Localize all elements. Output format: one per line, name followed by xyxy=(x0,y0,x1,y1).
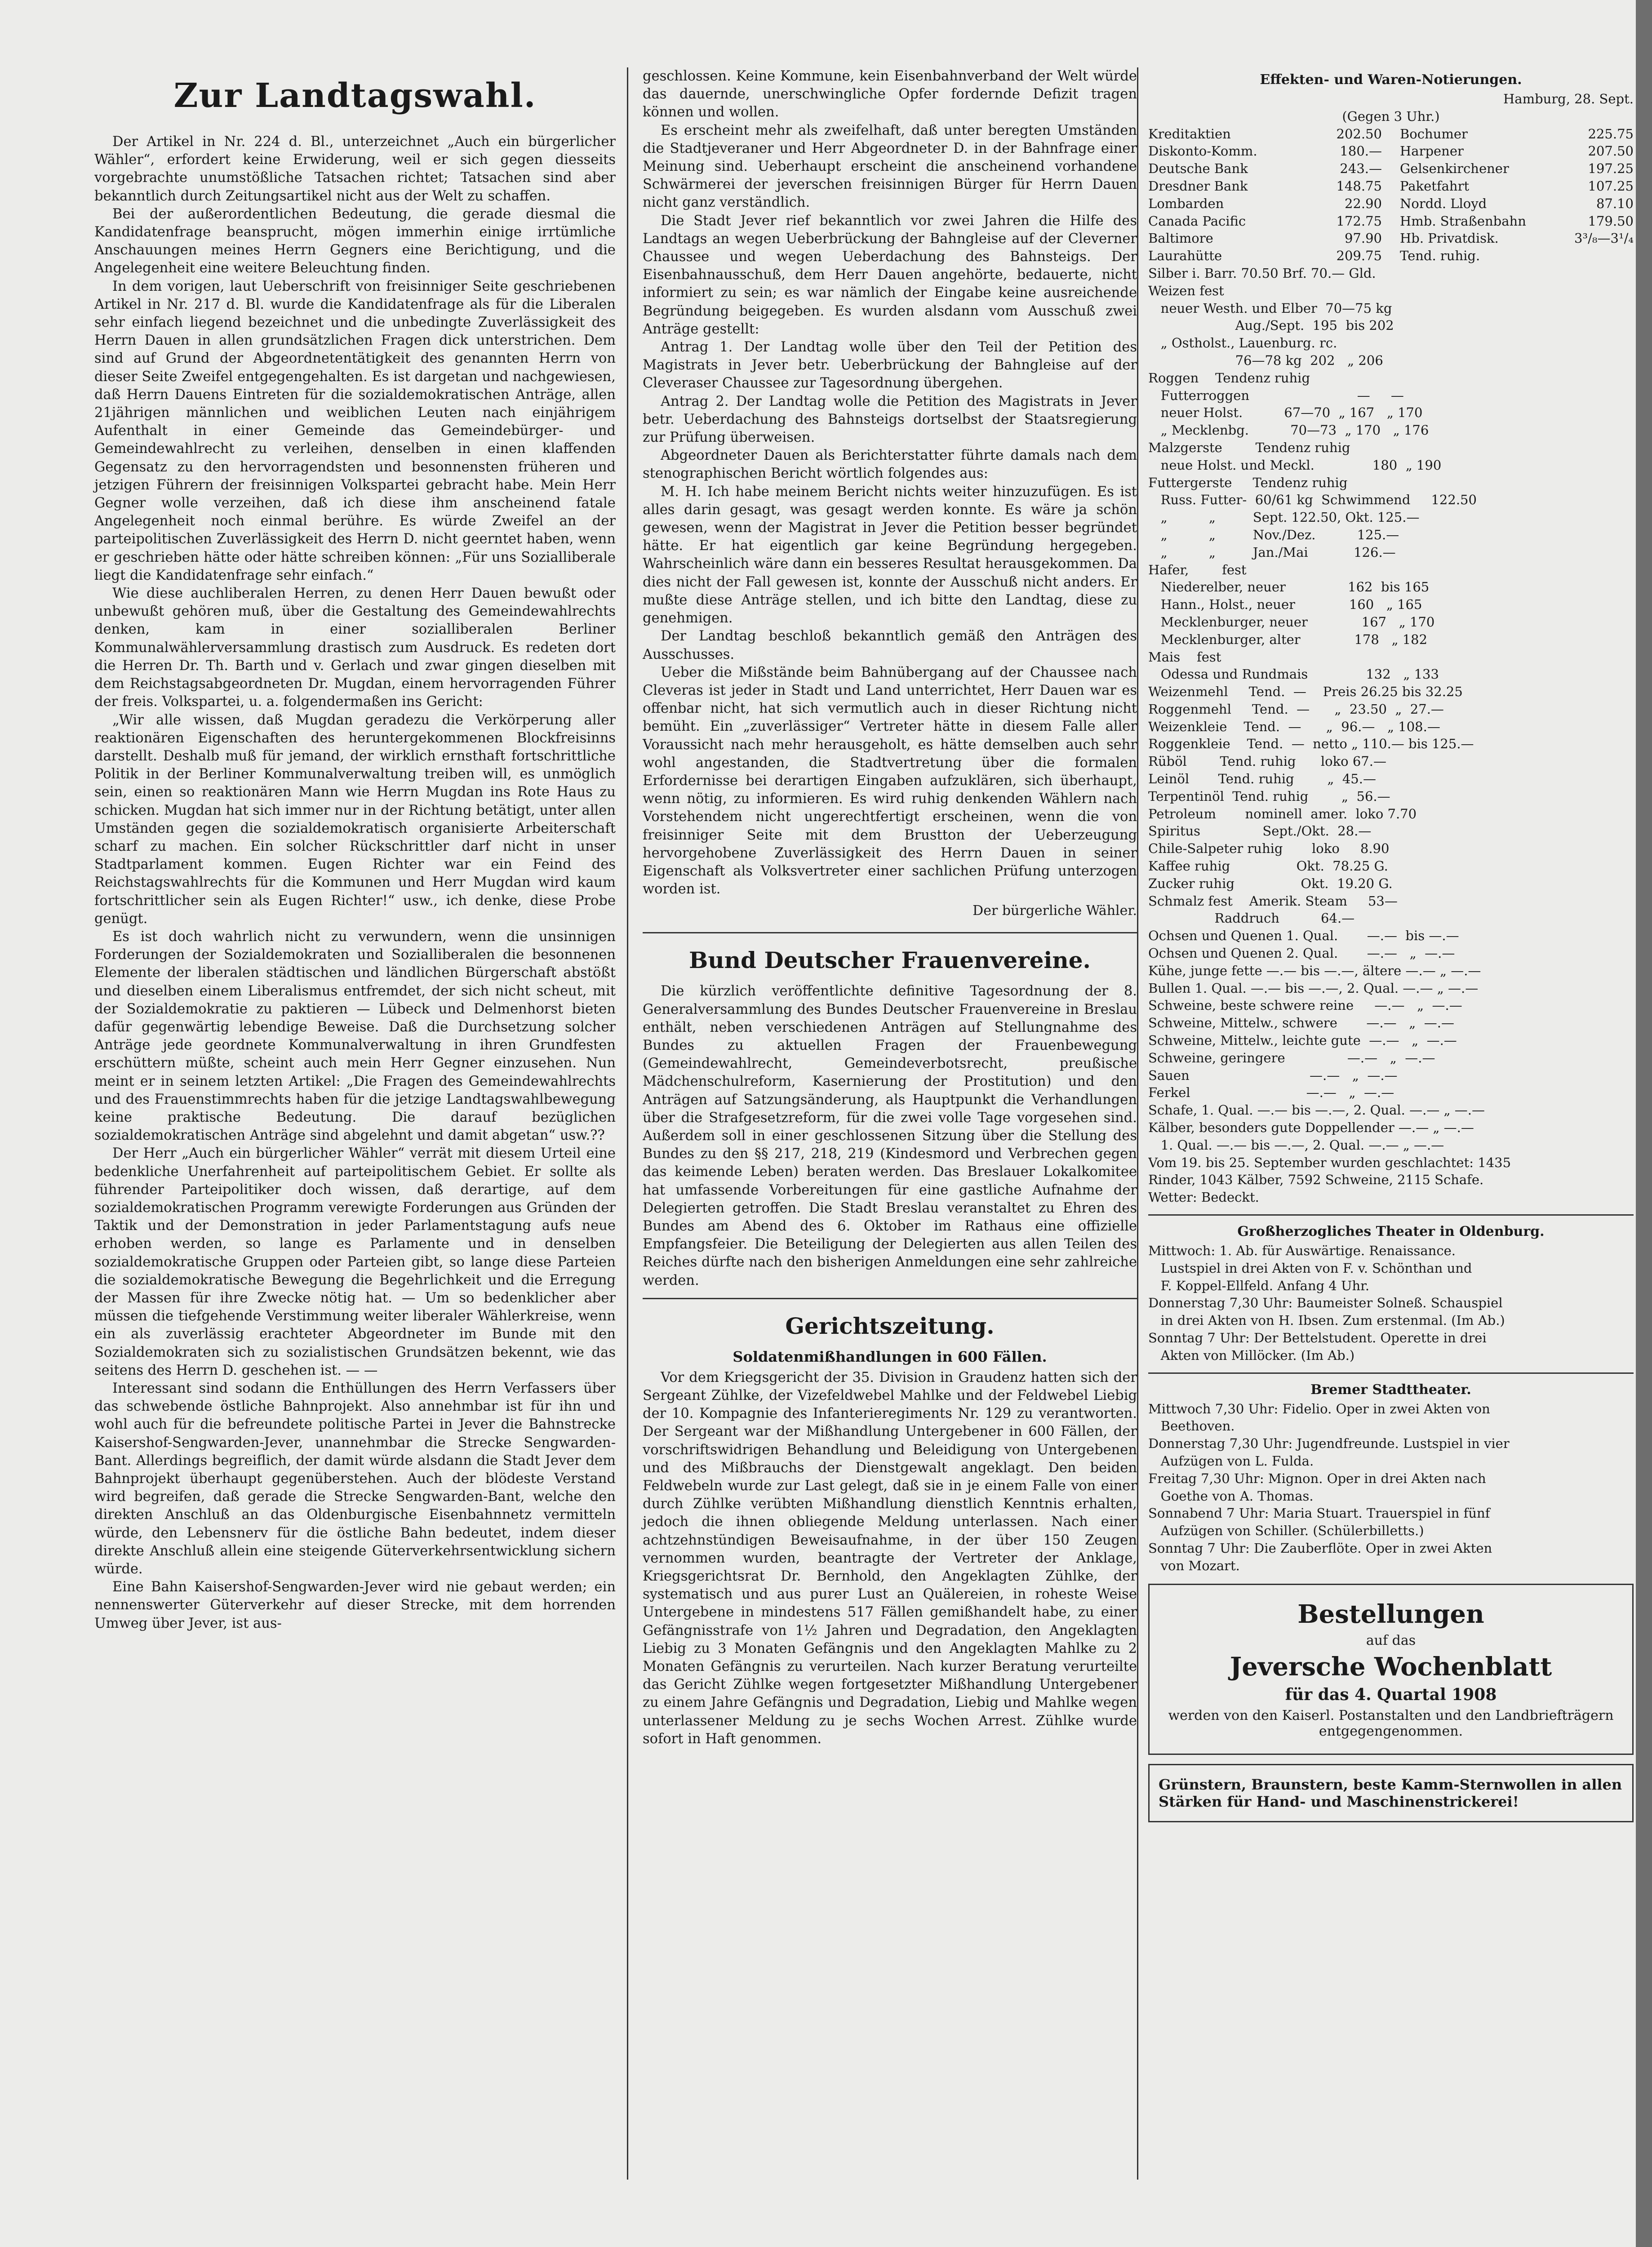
goods-line: Weizenkleie Tend. — „ 96.— „ 108.— xyxy=(1148,719,1440,734)
stock-cell: 207.50 xyxy=(1588,143,1634,159)
stock-table xyxy=(1148,125,1634,265)
goods-line: Hann., Holst., neuer 160 „ 165 xyxy=(1148,597,1422,613)
theater-line: von Mozart. xyxy=(1148,1558,1240,1573)
goods-line: 76—78 kg 202 „ 206 xyxy=(1148,352,1383,368)
stock-cell: 87.10 xyxy=(1596,195,1634,211)
stock-cell: 148.75 xyxy=(1336,178,1382,194)
paragraph: „Wir alle wissen, daß Mugdan geradezu die Verkörperung aller reaktionären Eigenschaften des heruntergekommenen Blockfreisinns darstellt. Deshalb muß für jemand, der wirklich ernsthaft fortschrittliche Politik in der Berliner Kommunalverwaltung treiben will, es unmöglich sein, einen so reaktionären Mann wie Herrn Mugdan ins Rote Haus zu schicken. Mugdan hat sich immer nur in der Richtung betätigt, unter allen Umständen gegen die sozialdemokratisch organisierte Arbeiterschaft scharf zu machen. Ein solcher Rückschrittler darf nicht in unser Stadtparlament kommen. Eugen Richter war ein Feind des Reichstagswahlrechts für die Kommunen und Herr Mugdan wird kaum fortschrittlicher sein als Eugen Richter!“ usw., ich denke, diese Probe genügt. xyxy=(94,712,616,927)
theater-line: Donnerstag 7,30 Uhr: Jugendfreunde. Lustspiel in vier xyxy=(1148,1436,1510,1452)
goods-line: Russ. Futter- 60/61 kg Schwimmend 122.50 xyxy=(1148,492,1477,508)
theater-line: in drei Akten von H. Ibsen. Zum erstenmal. (Im Ab.) xyxy=(1148,1313,1505,1328)
stock-row xyxy=(1148,213,1634,230)
goods-line: Chile-Salpeter ruhig loko 8.90 xyxy=(1148,841,1390,857)
theater-line: Freitag 7,30 Uhr: Mignon. Oper in drei Akten nach xyxy=(1148,1470,1486,1486)
stock-cell: Hb. Privatdisk. xyxy=(1400,231,1499,246)
paragraph: Interessant sind sodann die Enthüllungen des Herrn Verfassers über das schwebende östliche Bahnprojekt. Also annehmbar ist für ihn und wohl auch für die befreundete politische Partei in Jever die Bahnstrecke Kaisershof-Sengwarden-Jever, unannehmbar die Strecke Sengwarden-Bant. Allerdings begreiflich, der damit würde alsdann die Stadt Jever dem Bahnprojekt überhaupt gegenüberstehen. Auch der blödeste Verstand wird begreifen, daß gerade die Strecke Sengwarden-Bant, welche den direkten Anschluß an das Oldenburgische Eisenbahnnetz vermitteln würde, den Lebensnerv für die östliche Bahn bedeutet, indem dieser direkte Anschluß allein eine steigende Güterverkehrsentwicklung sichern würde. xyxy=(94,1381,616,1577)
goods-line: „ Ostholst., Lauenburg. rc. xyxy=(1148,335,1337,351)
goods-line: Mecklenburger, neuer 167 „ 170 xyxy=(1148,614,1435,630)
theater-line: Mittwoch 7,30 Uhr: Fidelio. Oper in zwei Akten von xyxy=(1148,1401,1490,1417)
column-landtagswahl xyxy=(94,67,616,1633)
goods-line: Schmalz fest Amerik. Steam 53— xyxy=(1148,893,1398,909)
article-title: Zur Landtagswahl. xyxy=(173,76,537,115)
column-rule xyxy=(627,67,628,2180)
paragraph: geschlossen. Keine Kommune, kein Eisenbahnverband der Welt würde das dauernde, unerschwingliche Opfer fordernde Defizit tragen können und wollen. xyxy=(643,68,1137,120)
goods-line: „ „ Sept. 122.50, Okt. 125.— xyxy=(1148,510,1420,525)
stock-cell: Canada Pacific xyxy=(1148,213,1246,229)
paragraph: Ueber die Mißstände beim Bahnübergang auf der Chaussee nach Cleveras ist jeder in Stadt und Land unterrichtet, Herr Dauen war es offenbar nicht, hat sich vermutlich auch in dieser Richtung nicht bemüht. Ein „zuverlässiger“ Vertreter hätte in diesem Falle aller Voraussicht nach mehr herausgeholt, es hätte demselben auch sehr wohl angestanden, die Stadtvertretung über die formalen Erfordernisse bei derartigen Eingaben aufzuklären, sich überhaupt, wenn nötig, zu informieren. Es wird ruhig denkenden Wählern nach Vorstehendem nicht ungerechtfertigt erscheinen, wenn die von freisinniger Seite mit dem Brustton der Ueberzeugung hervorgehobene Zuverlässigkeit des Herrn Dauen in seiner Eigenschaft als Volksvertreter einer sachlichen Prüfung unterzogen worden ist. xyxy=(643,664,1137,897)
ad-title: Bestellungen xyxy=(1297,1599,1484,1629)
goods-line: Malzgerste Tendenz ruhig xyxy=(1148,440,1350,455)
subscription-ad xyxy=(1148,1584,1634,1755)
goods-line: Mais fest xyxy=(1148,649,1221,665)
goods-line: Roggenmehl Tend. — „ 23.50 „ 27.— xyxy=(1148,701,1444,717)
stock-cell: Lombarden xyxy=(1148,195,1224,211)
stock-cell: 179.50 xyxy=(1588,213,1634,229)
stock-cell: 202.50 xyxy=(1336,126,1382,142)
theater-oldenburg-list xyxy=(1148,1242,1634,1364)
goods-line: Raddruch 64.— xyxy=(1148,910,1355,926)
paragraph: Antrag 1. Der Landtag wolle über den Teil der Petition des Magistrats in Jever betr. Ueberbrückung der Bahngleise auf der Cleveraser Chaussee zur Tagesordnung übergehen. xyxy=(643,339,1137,391)
goods-line: Odessa und Rundmais 132 „ 133 xyxy=(1148,666,1439,682)
goods-line: „ Mecklenbg. 70—73 „ 170 „ 176 xyxy=(1148,422,1429,438)
goods-line: Schweine, Mittelw., leichte gute —.— „ —.— xyxy=(1148,1033,1457,1048)
theater-line: Donnerstag 7,30 Uhr: Baumeister Solneß. Schauspiel xyxy=(1148,1295,1503,1311)
goods-line: Ferkel —.— „ —.— xyxy=(1148,1085,1394,1101)
stock-cell: Harpener xyxy=(1400,143,1464,159)
goods-line: Kaffee ruhig Okt. 78.25 G. xyxy=(1148,858,1388,874)
goods-line: Futterroggen — — xyxy=(1148,387,1404,403)
goods-line: Terpentinöl Tend. ruhig „ 56.— xyxy=(1148,788,1390,804)
stock-cell: Tend. ruhig. xyxy=(1400,248,1480,264)
stock-cell: Baltimore xyxy=(1148,231,1213,246)
stock-cell: 197.25 xyxy=(1588,161,1634,177)
theater-line: Sonnabend 7 Uhr: Maria Stuart. Trauerspiel in fünf xyxy=(1148,1505,1490,1521)
goods-line: Roggen Tendenz ruhig xyxy=(1148,370,1310,386)
stock-row xyxy=(1148,142,1634,160)
ad-quarter: für das 4. Quartal 1908 xyxy=(1285,1685,1497,1704)
column-middle xyxy=(643,67,1137,1748)
paragraph: Wie diese auchliberalen Herren, zu denen Herr Dauen bewußt oder unbewußt gehören muß, über die Gestaltung des Gemeindewahlrechts denken, kam in einer sozialliberalen Berliner Kommunalwählerversammlung drastisch zum Ausdruck. Es redeten dort die Herren Dr. Th. Barth und v. Gerlach und zwar gingen dieselben mit dem Reichstagsabgeordneten Dr. Mugdan, einem hervorragenden Führer der freis. Volkspartei, u. a. folgendermaßen ins Gericht: xyxy=(94,586,616,710)
stock-row xyxy=(1148,230,1634,247)
goods-line: Kälber, besonders gute Doppellender —.— „ —.— xyxy=(1148,1120,1474,1136)
stock-cell: 107.25 xyxy=(1588,178,1634,194)
goods-line: Petroleum nominell amer. loko 7.70 xyxy=(1148,806,1417,822)
paragraph: Der Artikel in Nr. 224 d. Bl., unterzeichnet „Auch ein bürgerlicher Wähler“, erfordert keine Erwiderung, weil er sich gegen diesseits vorgebrachte unumstößliche Tatsachen richtet; Tatsachen sind aber bekanntlich durch Zeitungsartikel nicht aus der Welt zu schaffen. xyxy=(94,134,616,204)
goods-line: „ „ Nov./Dez. 125.— xyxy=(1148,527,1399,542)
theater-line: Goethe von A. Thomas. xyxy=(1148,1488,1314,1504)
goods-line: Futtergerste Tendenz ruhig xyxy=(1148,475,1348,490)
gerichtszeitung-title: Gerichtszeitung. xyxy=(785,1312,995,1339)
goods-line: Bullen 1. Qual. —.— bis —.—, 2. Qual. —.— „ —.— xyxy=(1148,980,1479,996)
goods-line: neue Holst. und Meckl. 180 „ 190 xyxy=(1148,457,1442,473)
stock-row xyxy=(1148,195,1634,213)
paragraph: In dem vorigen, laut Ueberschrift von freisinniger Seite geschriebenen Artikel in Nr. 217 d. Bl. wurde die Kandidatenfrage als für die Liberalen sehr einfach liegend bezeichnet und die unbedingte Zuverlässigkeit des Herrn Dauen in allen grundsätzlichen Fragen dick unterstrichen. Dem sind auf Grund der Abgeordnetentätigkeit des genannten Herrn von dieser Seite Zweifel entgegengehalten. Es ist dargetan und nachgewiesen, daß Herrn Dauens Eintreten für die sozialdemokratischen Anträge, allen 21jährigen männlichen und weiblichen Leuten nach einjährigem Aufenthalt in einer Gemeinde das Gemeindebürger- und Gemeindewahlrecht zu verleihen, denselben in einen klaffenden Gegensatz zu den hervorragendsten und besonnensten früheren und jetzigen Führern der freisinnigen Volkspartei gebracht habe. Mein Herr Gegner wolle verzeihen, daß ich diese ihm anscheinend fatale Angelegenheit noch einmal berühre. Es würde Zweifel an der parteipolitischen Zuverlässigkeit des Herrn D. nicht geerntet haben, wenn er geschrieben hätte oder hätte schreiben können: „Für uns Sozialliberale liegt die Kandidatenfrage sehr einfach.“ xyxy=(94,278,616,583)
theater-bremen-list xyxy=(1148,1400,1634,1575)
divider xyxy=(643,932,1137,933)
stock-cell: 180.— xyxy=(1340,143,1382,159)
goods-line: Kühe, junge fette —.— bis —.—, ältere —.— „ —.— xyxy=(1148,963,1481,978)
column-rule xyxy=(1137,67,1138,2180)
stock-cell: 209.75 xyxy=(1336,248,1382,264)
goods-line: Ochsen und Quenen 2. Qual. —.— „ —.— xyxy=(1148,946,1455,961)
goods-line: Weizenmehl Tend. — Preis 26.25 bis 32.25 xyxy=(1148,684,1463,700)
goods-line: Hafer, fest xyxy=(1148,562,1247,577)
theater-oldenburg-title: Großherzogliches Theater in Oldenburg. xyxy=(1237,1224,1545,1239)
paragraph: Die Stadt Jever rief bekanntlich vor zwei Jahren die Hilfe des Landtags an wegen Ueberbrückung der Bahngleise auf der Cleverner Chaussee und wegen Ueberdachung des Bahnsteigs. Der Eisenbahnausschuß, dem Herr Dauen angehörte, bedauerte, nicht informiert zu sein; es war nämlich der Eingabe keine ausreichende Begründung beigegeben. Es wurden alsdann vom Ausschuß zwei Anträge gestellt: xyxy=(643,213,1137,337)
goods-line: Leinöl Tend. ruhig „ 45.— xyxy=(1148,771,1376,787)
goods-line: „ „ Jan./Mai 126.— xyxy=(1148,544,1396,560)
goods-line: Ochsen und Quenen 1. Qual. —.— bis —.— xyxy=(1148,928,1459,944)
market-place: Hamburg, 28. Sept. xyxy=(1503,91,1634,107)
stock-cell xyxy=(1566,247,1634,265)
stock-row xyxy=(1148,247,1634,265)
theater-line: Aufzügen von Schiller. (Schülerbilletts.) xyxy=(1148,1523,1424,1539)
paragraph: Der Herr „Auch ein bürgerlicher Wähler“ verrät mit diesem Urteil eine bedenkliche Unerfahrenheit auf parteipolitischem Gebiet. Er sollte als führender Parteipolitiker doch wissen, daß derartige, auf dem sozialdemokratischen Programm verewigte Forderungen aus Gründen der Taktik und der Demonstration in jeder Parlamentstagung aufs neue erhoben werden, so lange es Parlamente und in denselben sozialdemokratische Gruppen oder Parteien gibt, so lange diese Parteien die sozialdemokratische Bewegung die Begehrlichkeit und die Erregung der Massen für ihre Zwecke nötig hat. — Um so bedenklicher aber müssen die tiefgehende Verstimmung weiter liberaler Wählerkreise, wenn ein als zuverlässig erachteter Abgeordneter im Bunde mit den Sozialdemokraten sich zu sozialistischen Grundsätzen bekennt, wie das seitens des Herrn D. geschehen ist. — — xyxy=(94,1146,616,1378)
theater-line: Sonntag 7 Uhr: Der Bettelstudent. Operette in drei xyxy=(1148,1330,1487,1346)
goods-line: Schafe, 1. Qual. —.— bis —.—, 2. Qual. —.— „ —.— xyxy=(1148,1102,1485,1118)
stock-cell: Kreditaktien xyxy=(1148,126,1231,142)
theater-line: F. Koppel-Ellfeld. Anfang 4 Uhr. xyxy=(1148,1278,1370,1293)
goods-list xyxy=(1148,265,1634,1206)
stock-cell: 172.75 xyxy=(1336,213,1382,229)
theater-line: Akten von Millöcker. (Im Ab.) xyxy=(1148,1347,1355,1363)
stock-cell: 22.90 xyxy=(1344,195,1382,211)
goods-line: Zucker ruhig Okt. 19.20 G. xyxy=(1148,875,1393,891)
paragraph: Abgeordneter Dauen als Berichterstatter führte damals nach dem stenographischen Bericht wörtlich folgendes aus: xyxy=(643,448,1137,482)
market-time: (Gegen 3 Uhr.) xyxy=(1342,108,1440,124)
stock-row xyxy=(1148,160,1634,178)
ad-auf: auf das xyxy=(1366,1632,1416,1648)
paragraph: Bei der außerordentlichen Bedeutung, die gerade diesmal die Kandidatenfrage beansprucht, mögen immerhin einige irrtümliche Anschauungen meines Herrn Gegners eine Berichtigung, und die Angelegenheit eine weitere Beleuchtung finden. xyxy=(94,206,616,276)
goods-line: 1. Qual. —.— bis —.—, 2. Qual. —.— „ —.— xyxy=(1148,1137,1444,1153)
stock-cell: Deutsche Bank xyxy=(1148,161,1248,177)
stock-cell: Bochumer xyxy=(1400,126,1468,142)
paragraph: M. H. Ich habe meinem Bericht nichts weiter hinzuzufügen. Es ist alles darin gesagt, was gesagt werden konnte. Es wäre ja schön gewesen, wenn der Magistrat in Jever die Petition besser begründet hätte. Er hat eigentlich gar keine Begründung hergegeben. Wahrscheinlich wäre dann ein besseres Resultat herausgekommen. Da dies nicht der Fall gewesen ist, konnte der Ausschuß nicht anders. Er mußte diese Anträge stellen, und ich bitte den Landtag, diese zu genehmigen. xyxy=(643,484,1137,626)
divider xyxy=(643,1298,1137,1299)
ad-text: werden von den Kaiserl. Postanstalten und den Landbriefträgern entgegengenommen. xyxy=(1168,1707,1614,1739)
paragraph: Eine Bahn Kaisershof-Sengwarden-Jever wird nie gebaut werden; ein nennenswerter Güterverkehr auf dieser Strecke, mit dem horrenden Umweg über Jever, ist aus- xyxy=(94,1579,616,1631)
signature: Der bürgerliche Wähler. xyxy=(973,903,1137,919)
goods-line: Rinder, 1043 Kälber, 7592 Schweine, 2115 Schafe. xyxy=(1148,1172,1484,1188)
column-market xyxy=(1148,67,1634,1831)
goods-line: Schweine, Mittelw., schwere —.— „ —.— xyxy=(1148,1015,1454,1031)
paragraph: Es erscheint mehr als zweifelhaft, daß unter beregten Umständen die Stadtjeveraner und Herr Abgeordneter D. in der Bahnfrage einer Meinung sind. Ueberhaupt erscheint die anscheinend vorhandene Schwärmerei der jeverschen freisinnigen Bürger für Herrn Dauen nicht ganz verständlich. xyxy=(643,122,1137,211)
paragraph: Der Landtag beschloß bekanntlich gemäß den Anträgen des Ausschusses. xyxy=(643,628,1137,662)
divider xyxy=(1148,1214,1634,1216)
theater-line: Beethoven. xyxy=(1148,1418,1235,1434)
stock-cell: 225.75 xyxy=(1588,126,1634,142)
stock-cell: Nordd. Lloyd xyxy=(1400,195,1487,211)
goods-line: Spiritus Sept./Okt. 28.— xyxy=(1148,823,1372,839)
goods-line: Aug./Sept. 195 bis 202 xyxy=(1148,318,1394,333)
scan-edge xyxy=(1636,0,1652,2247)
stock-cell: 3³/₈—3¹/₄ xyxy=(1574,231,1634,246)
theater-line: Lustspiel in drei Akten von F. v. Schönthan und xyxy=(1148,1260,1472,1276)
gerichtszeitung-text: Vor dem Kriegsgericht der 35. Division in Graudenz hatten sich der Sergeant Zühlke, der Vizefeldwebel Mahlke und der Feldwebel Liebig der 10. Kompagnie des Infanterieregiments Nr. 129 zu verantworten. Der Sergeant war der Mißhandlung Untergebener in 600 Fällen, der vorschriftswidrigen Behandlung und Beleidigung von Untergebenen und des Mißbrauchs der Dienstgewalt angeklagt. Den beiden Feldwebeln wurde zur Last gelegt, daß sie in je einem Falle von einer durch Zühlke verübten Mißhandlung dienstlich Kenntnis erhalten, jedoch die ihnen obliegende Meldung unterlassen. Nach einer achtzehnstündigen Beweisaufnahme, in der über 150 Zeugen vernommen wurden, beantragte der Vertreter der Anklage, Kriegsgerichtsrat Dr. Bernhold, den Angeklagten Zühlke, der systematisch und aus purer Lust an Quälereien, in roheste Weise Untergebene in mindestens 517 Fällen gemißhandelt habe, zu einer Gefängnisstrafe von 1½ Jahren und Degradation, den Angeklagten Liebig zu 3 Monaten Gefängnis und den Angeklagten Mahlke zu 2 Monaten Gefängnis zu verurteilen. Nach kurzer Beratung verurteilte das Gericht Zühlke wegen fortgesetzter Mißhandlung Untergebener zu einem Jahre Gefängnis und Degradation, Liebig und Mahlke wegen unterlassener Meldung zu je sechs Wochen Arrest. Zühlke wurde sofort in Haft genommen. xyxy=(643,1369,1137,1747)
paragraph: Antrag 2. Der Landtag wolle die Petition des Magistrats in Jever betr. Ueberdachung des Bahnsteigs dortselbst der Staatsregierung zur Prüfung überweisen. xyxy=(643,393,1137,446)
goods-line: neuer Westh. und Elber 70—75 kg xyxy=(1148,300,1392,316)
stock-cell: Gelsenkirchener xyxy=(1400,161,1509,177)
stock-cell: 243.— xyxy=(1340,161,1382,177)
goods-line: Vom 19. bis 25. September wurden geschlachtet: 1435 xyxy=(1148,1155,1511,1170)
goods-line: Schweine, beste schwere reine —.— „ —.— xyxy=(1148,998,1462,1013)
stock-cell: 97.90 xyxy=(1344,231,1382,246)
goods-line: Rüböl Tend. ruhig loko 67.— xyxy=(1148,754,1386,769)
stock-cell: Diskonto-Komm. xyxy=(1148,143,1257,159)
ad-paper-name: Jeversche Wochenblatt xyxy=(1230,1652,1552,1682)
stock-cell: Dresdner Bank xyxy=(1148,178,1248,194)
gerichtszeitung-subtitle: Soldatenmißhandlungen in 600 Fällen. xyxy=(733,1348,1047,1365)
goods-line: Schweine, geringere —.— „ —.— xyxy=(1148,1050,1435,1066)
frauenvereine-text: Die kürzlich veröffentlichte definitive Tagesordnung der 8. Generalversammlung des Bundes Deutscher Frauenvereine in Breslau enthält, neben verschiedenen Anträgen auf Stellungnahme des Bundes zu aktuellen Fragen der Frauenbewegung (Gemeindewahlrecht, Gemeindeverbotsrecht, preußische Mädchenschulreform, Kasernierung der Prostitution) und den Anträgen auf Satzungsänderung, als Hauptpunkt die Verhandlungen über die Strafgesetzreform, für die zwei volle Tage vorgesehen sind. Außerdem soll in einer geschlossenen Sitzung über die Stellung des Bundes zu den §§ 217, 218, 219 (Kindesmord und Verbrechen gegen das keimende Leben) beraten werden. Das Breslauer Lokalkomitee hat umfassende Vorbereitungen für eine gastliche Aufnahme der Delegierten getroffen. Die Stadt Breslau veranstaltet zu Ehren des Bundes am Abend des 6. Oktober im Rathaus eine offizielle Empfangsfeier. Die Beteiligung der Delegierten aus allen Teilen des Reiches dürfte nach den bisherigen Anmeldungen eine sehr zahlreiche werden. xyxy=(643,983,1137,1288)
theater-bremen-title: Bremer Stadttheater. xyxy=(1310,1381,1471,1398)
paragraph: Es ist doch wahrlich nicht zu verwundern, wenn die unsinnigen Forderungen der Sozialdemokraten und Sozialliberalen die besonnenen Elemente der liberalen städtischen und ländlichen Bürgerschaft abstößt und dieselben einem Liberalismus entfremdet, der sich nicht scheut, mit der Sozialdemokratie zu paktieren — Lübeck und Delmenhorst bieten dafür gegenwärtig lebendige Beweise. Daß die Durchsetzung solcher Anträge jede geordnete Kommunalverwaltung in ihren Grundfesten erschüttern müßte, scheint auch mein Herr Gegner einzusehen. Nun meint er in seinem letzten Artikel: „Die Fragen des Gemeindewahlrechts und des Frauenstimmrechts haben für die jetzige Landtagswahlbewegung keine praktische Bedeutung. Die darauf bezüglichen sozialdemokratischen Anträge sind abgelehnt und damit abgetan“ usw.?? xyxy=(94,928,616,1144)
theater-line: Sonntag 7 Uhr: Die Zauberflöte. Oper in zwei Akten xyxy=(1148,1540,1492,1556)
divider xyxy=(1148,1372,1634,1374)
goods-line: Wetter: Bedeckt. xyxy=(1148,1190,1259,1205)
goods-line: Niederelber, neuer 162 bis 165 xyxy=(1148,579,1430,595)
stock-cell: Paketfahrt xyxy=(1400,178,1470,194)
stock-cell: Hmb. Straßenbahn xyxy=(1400,213,1526,229)
stock-cell: Laurahütte xyxy=(1148,248,1222,264)
goods-line: Weizen fest xyxy=(1148,283,1224,298)
goods-line: neuer Holst. 67—70 „ 167 „ 170 xyxy=(1148,405,1423,421)
goods-line: Roggenkleie Tend. — netto „ 110.— bis 125.— xyxy=(1148,736,1474,752)
stock-row xyxy=(1148,125,1634,143)
goods-line: Silber i. Barr. 70.50 Brf. 70.— Gld. xyxy=(1148,265,1376,281)
theater-line: Mittwoch: 1. Ab. für Auswärtige. Renaissance. xyxy=(1148,1243,1456,1258)
goods-line: Sauen —.— „ —.— xyxy=(1148,1067,1398,1083)
stock-row xyxy=(1148,178,1634,195)
frauenvereine-title: Bund Deutscher Frauenvereine. xyxy=(689,947,1091,974)
market-title: Effekten- und Waren-Notierungen. xyxy=(1260,72,1522,88)
goods-line: Mecklenburger, alter 178 „ 182 xyxy=(1148,631,1428,647)
theater-line: Aufzügen von L. Fulda. xyxy=(1148,1453,1314,1469)
wool-ad: Grünstern, Braunstern, beste Kamm-Sternwollen in allen Stärken für Hand- und Maschinenstrickerei! xyxy=(1148,1764,1634,1822)
